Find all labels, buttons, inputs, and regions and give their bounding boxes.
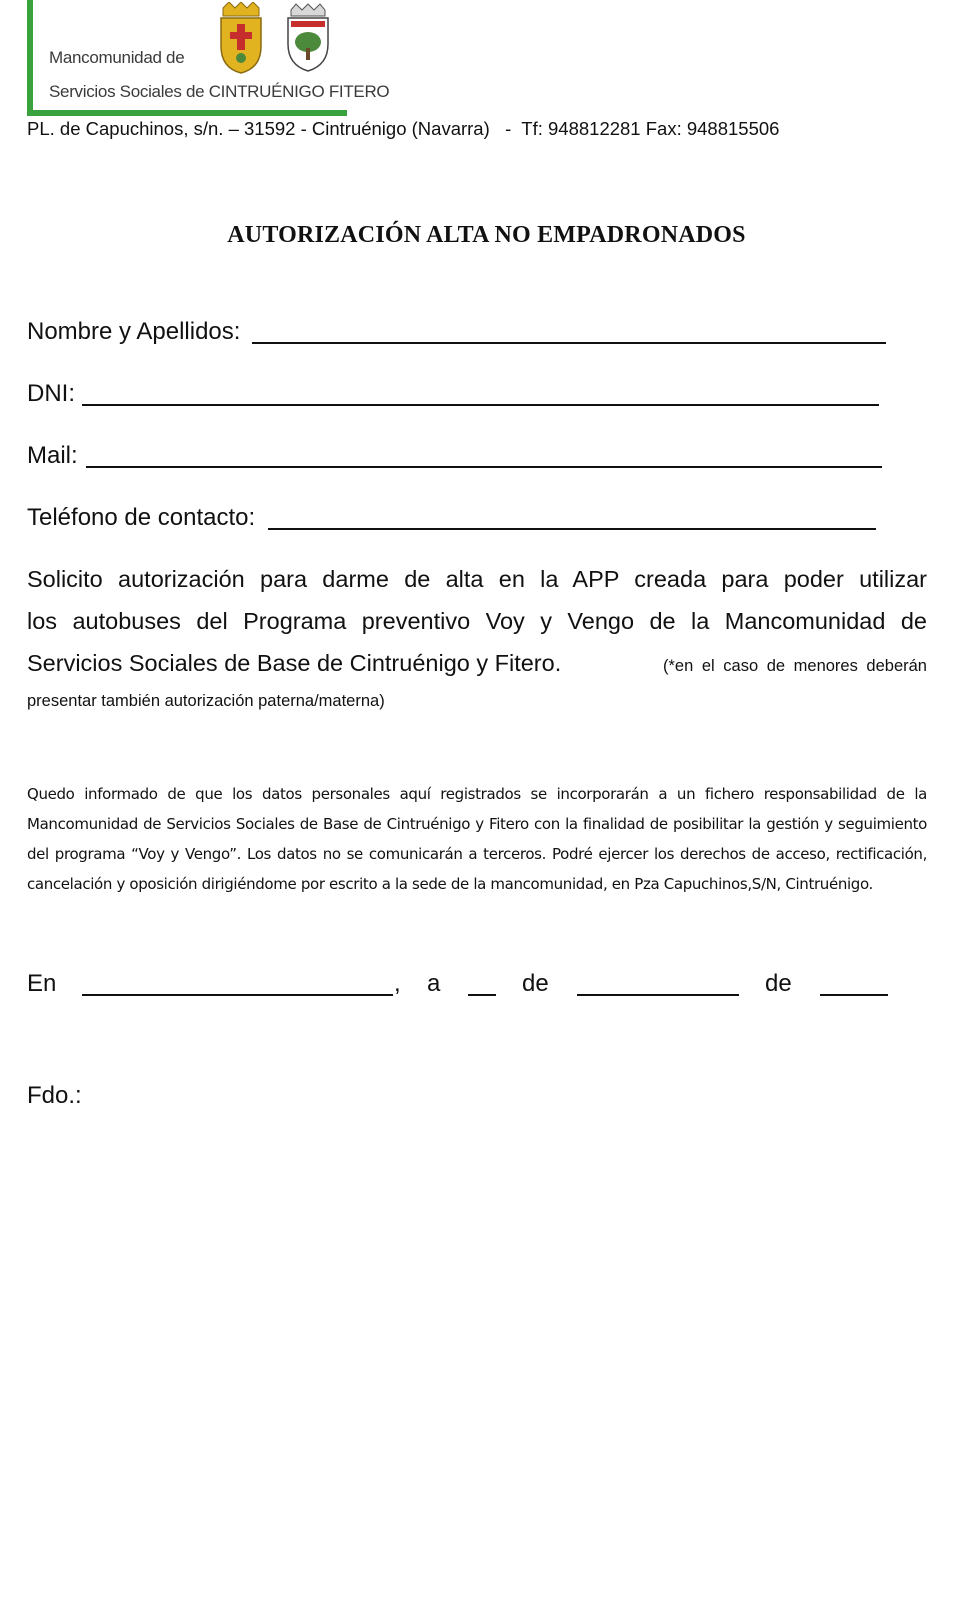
date-a-label: a <box>427 970 441 997</box>
logo-frame-left <box>27 0 33 116</box>
logo-frame-bottom <box>27 110 347 116</box>
phone-field-label: Teléfono de contacto: <box>27 504 256 531</box>
date-comma: , <box>394 970 401 997</box>
fitero-coat-of-arms-icon <box>285 2 331 72</box>
minors-note-part1: (*en el caso de menores deberán <box>663 657 927 675</box>
minors-note-part2: presentar también autorización paterna/materna) <box>27 692 385 710</box>
request-text-line2: los autobuses del Programa preventivo Voy y Vengo de la Mancomunidad de <box>27 608 927 634</box>
document-title: AUTORIZACIÓN ALTA NO EMPADRONADOS <box>227 222 746 248</box>
date-place-label: En <box>27 970 57 997</box>
name-field-label: Nombre y Apellidos: <box>27 318 241 345</box>
request-text-line3-main: Servicios Sociales de Base de Cintruénigo y Fitero. <box>27 650 562 676</box>
date-de-label-2: de <box>765 970 792 997</box>
day-line[interactable] <box>468 994 496 996</box>
request-text-line3 <box>27 650 927 677</box>
signature-label: Fdo.: <box>27 1082 82 1109</box>
name-field-line[interactable] <box>252 342 886 344</box>
privacy-notice: Quedo informado de que los datos personales aquí registrados se incorporarán a un fichero responsabilidad de la Mancomunidad de Servicios Sociales de Base de Cintruénigo y Fitero con la finalidad de posibilitar la gestión y seguimiento del programa “Voy y Vengo”. Los datos no se comunicarán a terceros. Podré ejercer los derechos de acceso, rectificación, cancelación y oposición dirigiéndome por escrito a la sede de la mancomunidad, en Pza Capuchinos,S/N, Cintruénigo. <box>27 785 927 893</box>
header-address: PL. de Capuchinos, s/n. – 31592 - Cintruénigo (Navarra) - Tf: 948812281 Fax: 948815506 <box>27 118 780 139</box>
request-text-line1: Solicito autorización para darme de alta en la APP creada para poder utilizar <box>27 566 927 592</box>
month-line[interactable] <box>577 994 739 996</box>
date-de-label-1: de <box>522 970 549 997</box>
dni-field-label: DNI: <box>27 380 75 407</box>
organization-logo <box>27 0 390 117</box>
cintruenigo-coat-of-arms-icon <box>217 2 265 74</box>
dni-field-line[interactable] <box>82 404 879 406</box>
place-line[interactable] <box>82 994 393 996</box>
phone-field-line[interactable] <box>268 528 876 530</box>
mail-field-line[interactable] <box>86 466 882 468</box>
logo-text-line2: Servicios Sociales de CINTRUÉNIGO FITERO <box>49 82 390 101</box>
year-line[interactable] <box>820 994 888 996</box>
logo-text-line1: Mancomunidad de <box>49 48 185 67</box>
mail-field-label: Mail: <box>27 442 78 469</box>
